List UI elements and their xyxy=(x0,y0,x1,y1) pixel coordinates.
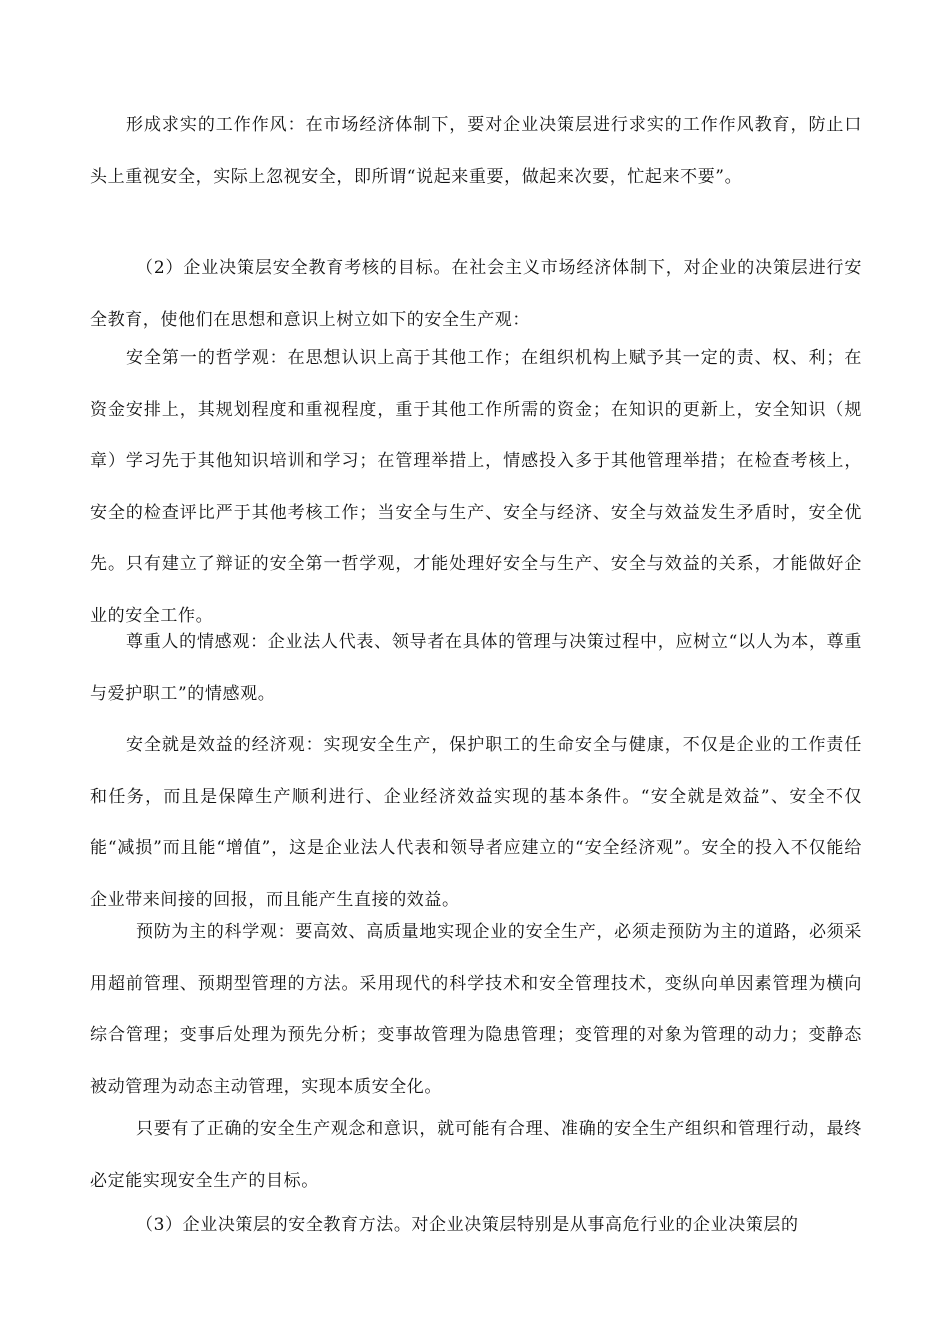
paragraph-education-method: （3）企业决策层的安全教育方法。对企业决策层特别是从事高危行业的企业决策层的 xyxy=(136,1215,799,1235)
paragraph-respect-people: 尊重人的情感观：企业法人代表、领导者在具体的管理与决策过程中，应树立“以人为本，尊重与爱护职工”的情感观。 xyxy=(90,632,862,704)
paragraph-prevention: 预防为主的科学观：要高效、高质量地实现企业的安全生产，必须走预防为主的道路，必须采用超前管理、预期型管理的方法。采用现代的科学技术和安全管理技术，变纵向单因素管理为横向综合管理；变事后处理为预先分析；变事故管理为隐患管理；变管理的对象为管理的动力；变静态被动管理为动态主动管理，实现本质安全化。 xyxy=(90,922,862,1097)
paragraph-safety-benefit: 安全就是效益的经济观：实现安全生产，保护职工的生命安全与健康，不仅是企业的工作责任和任务，而且是保障生产顺利进行、企业经济效益实现的基本条件。“安全就是效益”、安全不仅能“减损”而且能“增值”，这是企业法人代表和领导者应建立的“安全经济观”。安全的投入不仅能给企业带来间接的回报，而且能产生直接的效益。 xyxy=(90,735,862,910)
paragraph-work-style: 形成求实的工作作风：在市场经济体制下，要对企业决策层进行求实的工作作风教育，防止口头上重视安全，实际上忽视安全，即所谓“说起来重要，做起来次要，忙起来不要”。 xyxy=(90,115,862,187)
paragraph-assessment-goal: （2）企业决策层安全教育考核的目标。在社会主义市场经济体制下，对企业的决策层进行安全教育，使他们在思想和意识上树立如下的安全生产观： xyxy=(90,258,862,330)
paragraph-conclusion: 只要有了正确的安全生产观念和意识，就可能有合理、准确的安全生产组织和管理行动，最终必定能实现安全生产的目标。 xyxy=(90,1119,862,1191)
paragraph-safety-first: 安全第一的哲学观：在思想认识上高于其他工作；在组织机构上赋予其一定的责、权、利；在资金安排上，其规划程度和重视程度，重于其他工作所需的资金；在知识的更新上，安全知识（规章）学习先于其他知识培训和学习；在管理举措上，情感投入多于其他管理举措；在检查考核上，安全的检查评比严于其他考核工作；当安全与生产、安全与经济、安全与效益发生矛盾时，安全优先。只有建立了辩证的安全第一哲学观，才能处理好安全与生产、安全与效益的关系，才能做好企业的安全工作。 xyxy=(90,348,862,626)
